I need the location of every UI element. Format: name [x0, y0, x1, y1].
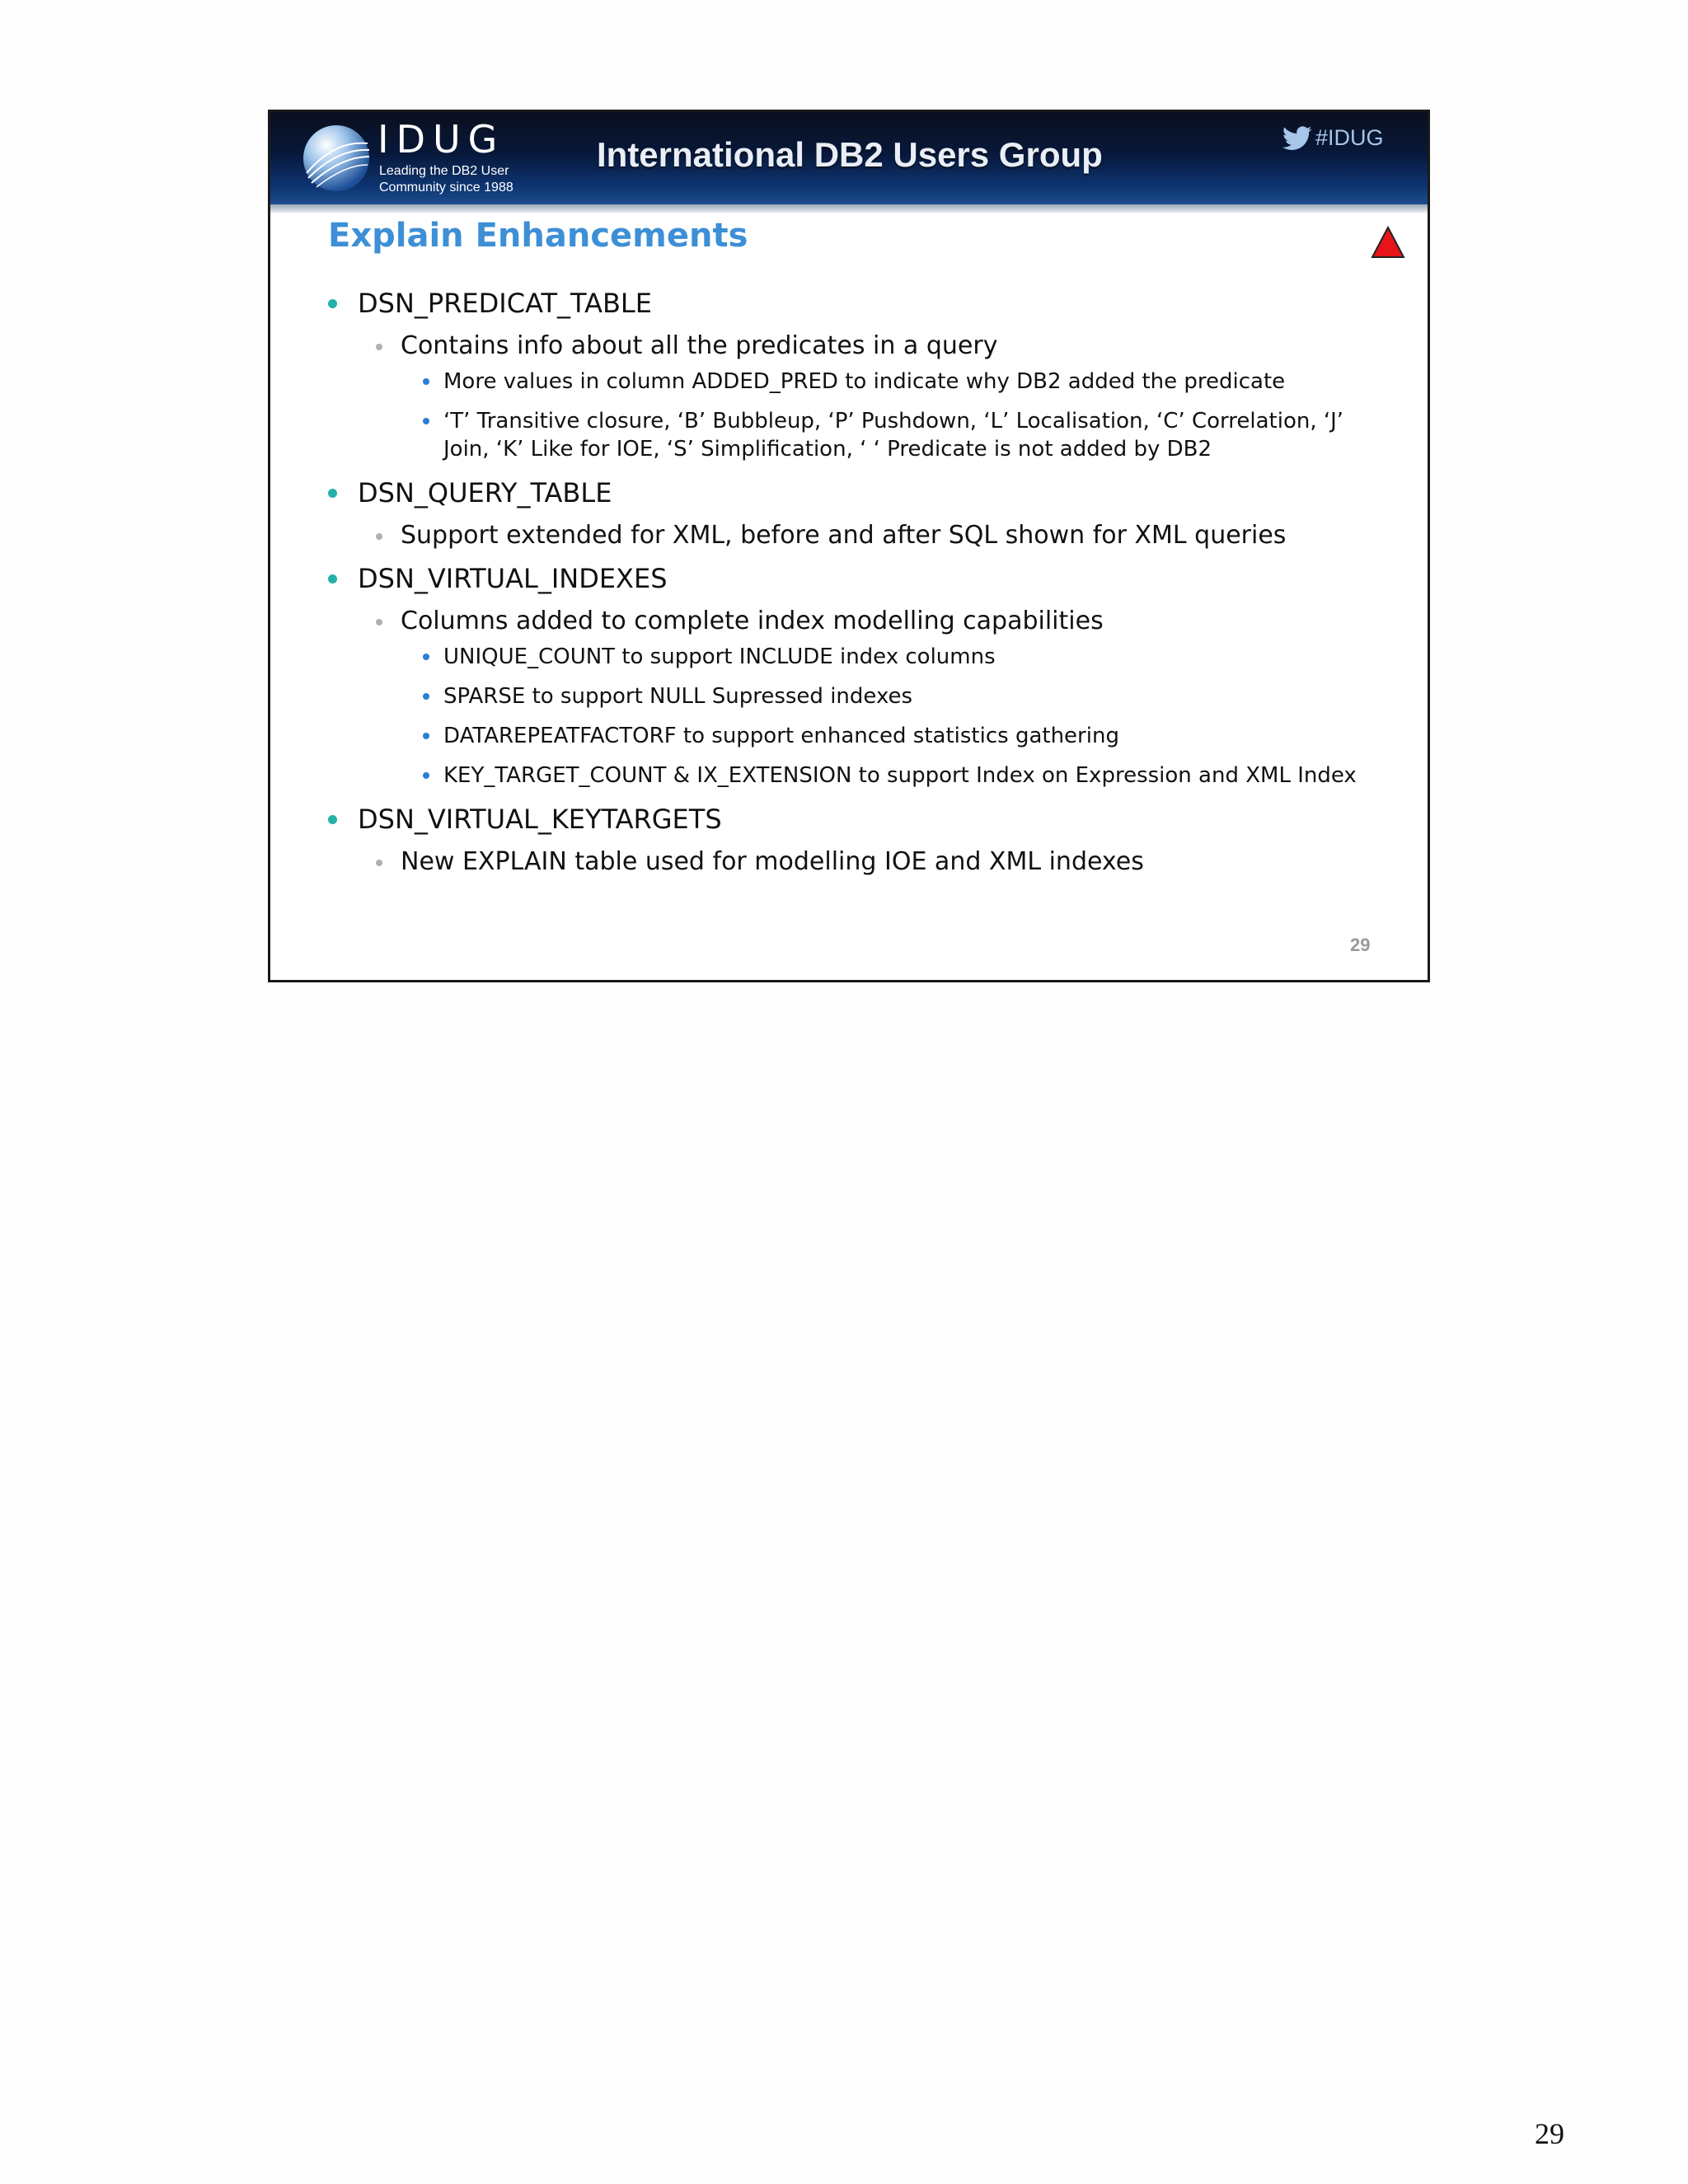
detail-bullet: More values in column ADDED_PRED to indicate why DB2 added the predicate [320, 368, 1416, 396]
detail-bullet: SPARSE to support NULL Supressed indexes [320, 682, 1416, 710]
sub-bullet: New EXPLAIN table used for modelling IOE and XML indexes [320, 844, 1416, 880]
detail-bullet: DATAREPEATFACTORF to support enhanced statistics gathering [320, 722, 1416, 750]
sub-bullet: Contains info about all the predicates in a query [320, 328, 1416, 364]
sub-bullet: Columns added to complete index modelling capabilities [320, 603, 1416, 640]
bullet-content [320, 285, 1416, 880]
hashtag-label: #IDUG [1315, 125, 1384, 150]
sub-bullet: Support extended for XML, before and after SQL shown for XML queries [320, 518, 1416, 554]
banner-title: International DB2 Users Group [597, 135, 1103, 174]
warning-triangle-icon [1371, 226, 1405, 259]
bullet-dsn-virtual-indexes: DSN_VIRTUAL_INDEXES [320, 560, 1416, 597]
logo-wordmark: IDUG [377, 117, 505, 162]
twitter-bird-icon [1282, 126, 1312, 151]
bullet-dsn-query-table: DSN_QUERY_TABLE [320, 475, 1416, 511]
globe-logo-icon [302, 124, 371, 193]
bullet-dsn-predicat-table: DSN_PREDICAT_TABLE [320, 285, 1416, 321]
logo-tagline: Leading the DB2 User Community since 1988 [379, 164, 513, 194]
detail-bullet: ‘T’ Transitive closure, ‘B’ Bubbleup, ‘P’ Pushdown, ‘L’ Localisation, ‘C’ Correlation, ‘J’ Join, ‘K’ Like for IOE, ‘S’ Simplification, ‘ ‘ Predicate is not added by DB2 [320, 407, 1416, 463]
slide-title: Explain Enhancements [328, 217, 748, 255]
slide-number: 29 [1350, 935, 1371, 955]
page-number: 29 [1535, 2117, 1564, 2150]
slide [268, 110, 1430, 982]
detail-bullet: KEY_TARGET_COUNT & IX_EXTENSION to support Index on Expression and XML Index [320, 762, 1416, 790]
detail-bullet: UNIQUE_COUNT to support INCLUDE index columns [320, 643, 1416, 671]
header-banner [270, 112, 1428, 204]
bullet-dsn-virtual-keytargets: DSN_VIRTUAL_KEYTARGETS [320, 801, 1416, 837]
banner-divider [270, 204, 1428, 213]
twitter-hashtag [1282, 125, 1384, 151]
